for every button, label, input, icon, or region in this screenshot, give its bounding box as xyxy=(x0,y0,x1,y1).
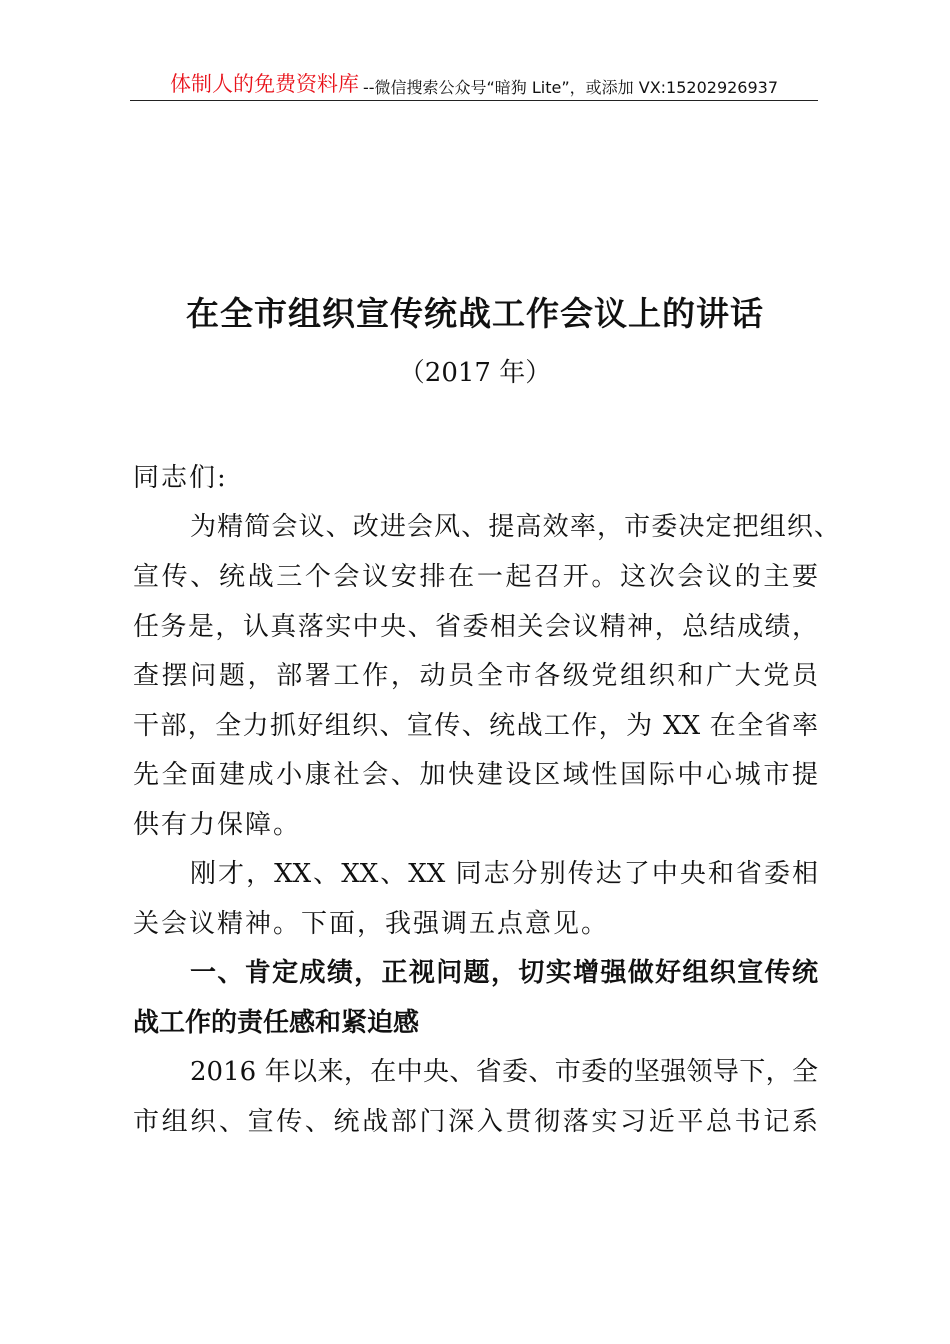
paragraph-line: 干部，全力抓好组织、宣传、统战工作，为 XX 在全省率 xyxy=(133,711,818,741)
salutation: 同志们: xyxy=(133,463,228,493)
paragraph-line: 任务是，认真落实中央、省委相关会议精神，总结成绩， xyxy=(133,612,818,642)
paragraph-line: 供有力保障。 xyxy=(133,810,302,840)
document-title: 在全市组织宣传统战工作会议上的讲话 xyxy=(186,294,764,333)
document-year: （2017 年） xyxy=(398,358,552,388)
section-heading: 战工作的责任感和紧迫感 xyxy=(133,1008,420,1038)
section-heading: 一、肯定成绩，正视问题，切实增强做好组织宣传统 xyxy=(190,958,818,988)
paragraph-line: 查摆问题，部署工作，动员全市各级党组织和广大党员 xyxy=(133,661,818,691)
watermark-header xyxy=(130,70,818,101)
header-brand: 体制人的免费资料库 xyxy=(169,72,359,96)
paragraph-line: 2016 年以来，在中央、省委、市委的坚强领导下，全 xyxy=(190,1057,818,1087)
paragraph-line: 宣传、统战三个会议安排在一起召开。这次会议的主要 xyxy=(133,562,818,592)
paragraph-line: 刚才，XX、XX、XX 同志分别传达了中央和省委相 xyxy=(190,859,818,889)
header-note: --微信搜索公众号“暗狗 Lite”，或添加 VX:15202926937 xyxy=(362,78,779,97)
paragraph-line: 先全面建成小康社会、加快建设区域性国际中心城市提 xyxy=(133,760,818,790)
paragraph-line: 关会议精神。下面，我强调五点意见。 xyxy=(133,909,610,939)
paragraph-line: 市组织、宣传、统战部门深入贯彻落实习近平总书记系 xyxy=(133,1107,818,1137)
paragraph-line: 为精简会议、改进会风、提高效率，市委决定把组织、 xyxy=(190,512,840,542)
